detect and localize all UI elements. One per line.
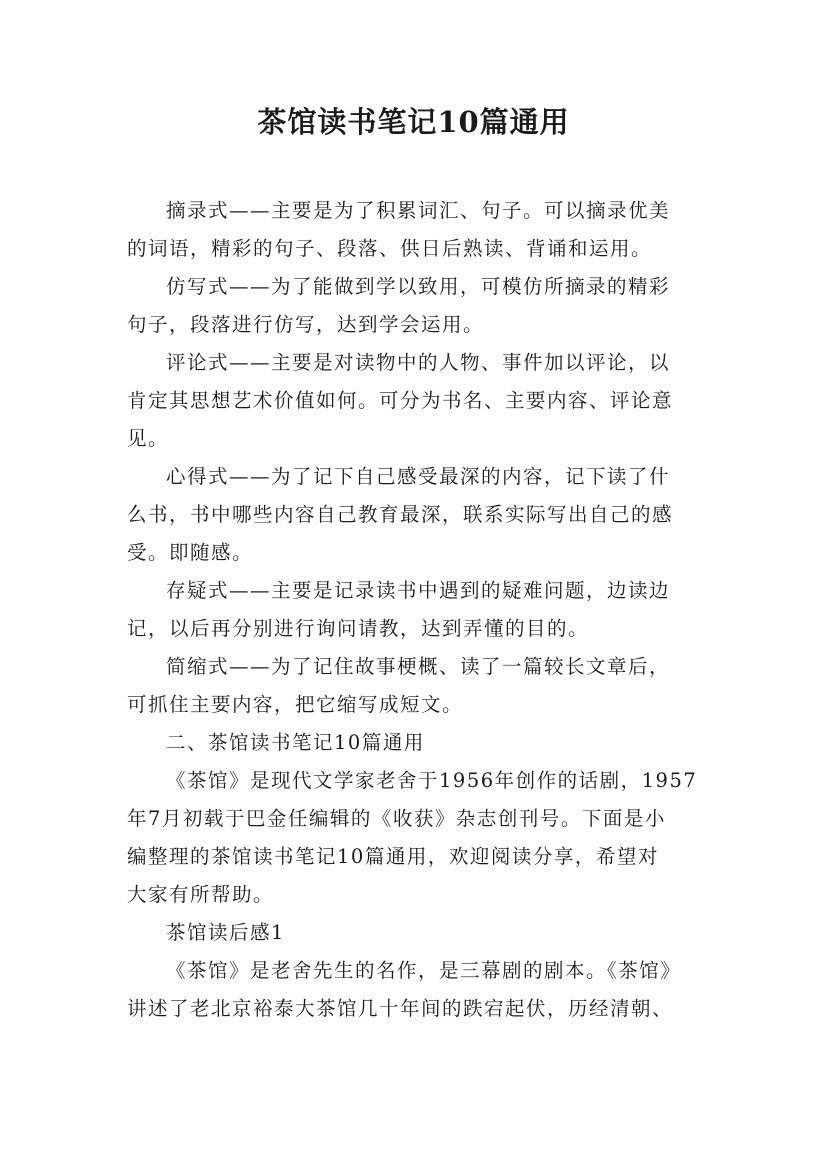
document-title: 茶馆读书笔记10篇通用 [257, 105, 570, 139]
paragraph-line: 记，以后再分别进行询问请教，达到弄懂的目的。 [127, 617, 590, 640]
paragraph-line: 年7月初载于巴金任编辑的《收获》杂志创刊号。下面是小 [127, 807, 666, 830]
paragraph-line: 茶馆读后感1 [166, 921, 285, 944]
paragraph [127, 724, 703, 762]
paragraph [127, 572, 703, 648]
paragraph-line: 见。 [127, 427, 170, 450]
paragraph-line: 仿写式——为了能做到学以致用，可模仿所摘录的精彩 [166, 275, 671, 298]
paragraph [127, 268, 703, 344]
paragraph [127, 192, 703, 268]
paragraph-line: 讲述了老北京裕泰大茶馆几十年间的跌宕起伏，历经清朝、 [127, 997, 674, 1020]
paragraph [127, 762, 703, 914]
paragraph [127, 648, 703, 724]
paragraph-line: 心得式——为了记下自己感受最深的内容，记下读了什 [166, 465, 671, 488]
paragraph-line: 二、茶馆读书笔记10篇通用 [166, 731, 425, 754]
paragraph [127, 952, 703, 1028]
paragraph-line: 简缩式——为了记住故事梗概、读了一篇较长文章后， [166, 655, 671, 678]
paragraph-line: 摘录式——主要是为了积累词汇、句子。可以摘录优美 [166, 199, 671, 222]
document-body [127, 192, 703, 1028]
paragraph-line: 评论式——主要是对读物中的人物、事件加以评论，以 [166, 351, 671, 374]
paragraph-line: 《茶馆》是老舍先生的名作，是三幕剧的剧本。《茶馆》 [166, 959, 682, 982]
paragraph [127, 344, 703, 458]
paragraph-line: 句子，段落进行仿写，达到学会运用。 [127, 313, 485, 336]
paragraph-line: 的词语，精彩的句子、段落、供日后熟读、背诵和运用。 [127, 237, 653, 260]
paragraph-line: 《茶馆》是现代文学家老舍于1956年创作的话剧，1957 [166, 769, 698, 792]
paragraph-line: 肯定其思想艺术价值如何。可分为书名、主要内容、评论意 [127, 389, 674, 412]
paragraph-line: 大家有所帮助。 [127, 883, 275, 906]
paragraph-line: 可抓住主要内容，把它缩写成短文。 [127, 693, 464, 716]
paragraph [127, 914, 703, 952]
paragraph-line: 存疑式——主要是记录读书中遇到的疑难问题，边读边 [166, 579, 671, 602]
paragraph [127, 458, 703, 572]
paragraph-line: 受。即随感。 [127, 541, 254, 564]
paragraph-line: 编整理的茶馆读书笔记10篇通用，欢迎阅读分享，希望对 [127, 845, 659, 868]
paragraph-line: 么书，书中哪些内容自己教育最深，联系实际写出自己的感 [127, 503, 674, 526]
